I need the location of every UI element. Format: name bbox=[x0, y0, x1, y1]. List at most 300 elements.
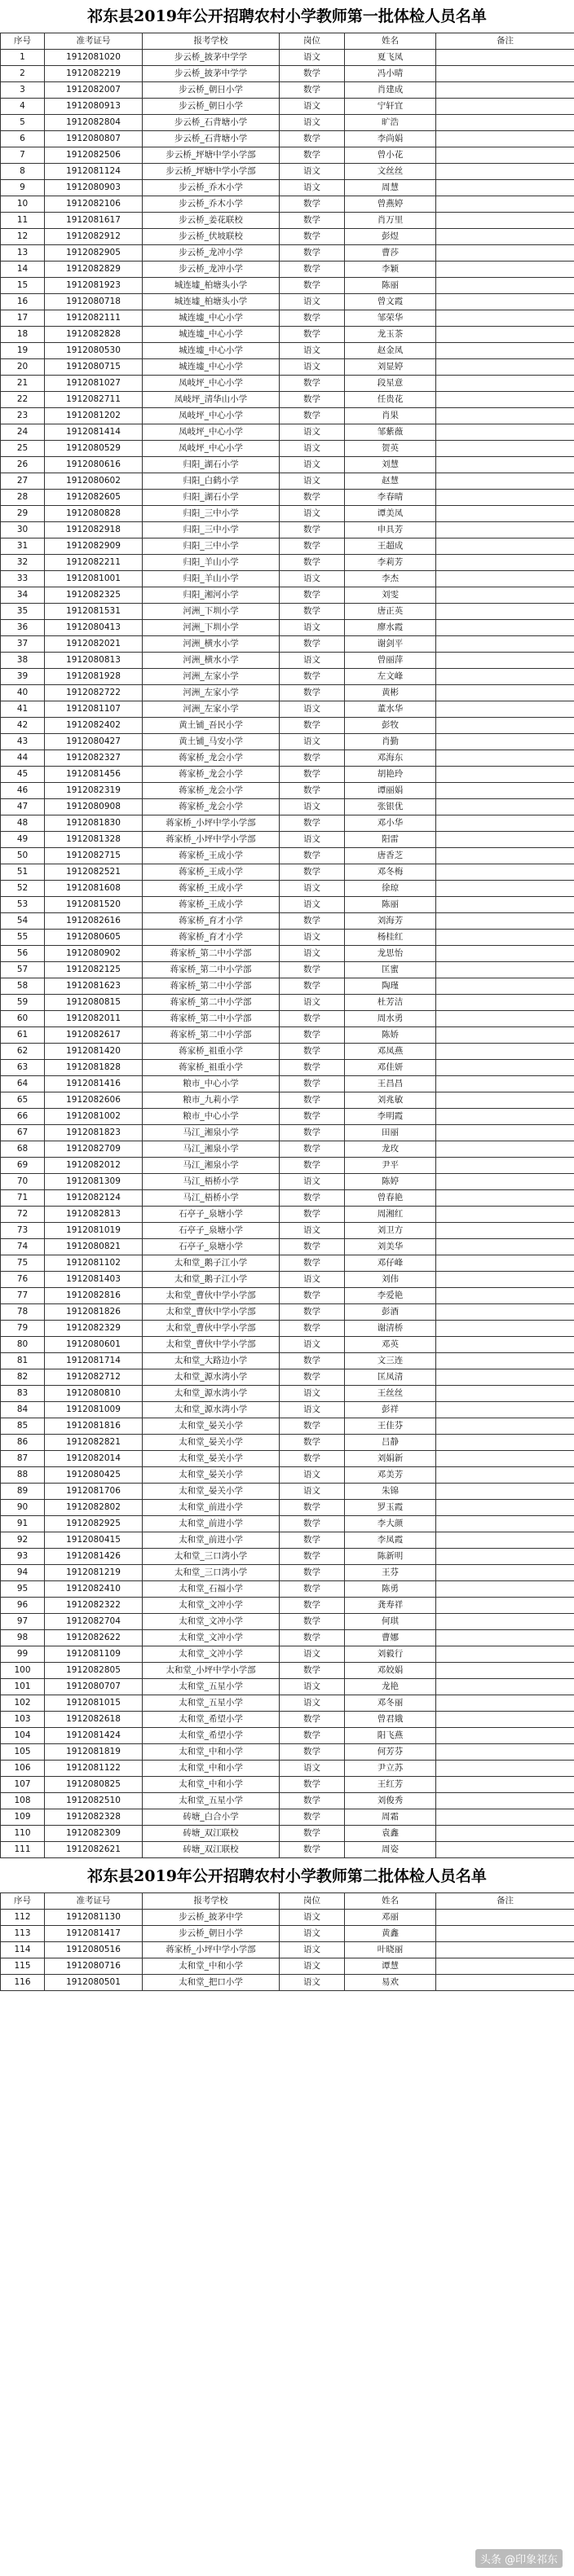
cell-seq: 55 bbox=[1, 930, 45, 946]
cell-seq: 111 bbox=[1, 1842, 45, 1858]
cell-ticket: 1912080807 bbox=[45, 131, 143, 147]
table-header-row bbox=[1, 1893, 574, 1910]
cell-remark bbox=[436, 359, 574, 376]
cell-name: 谢剑平 bbox=[345, 636, 436, 653]
table-row bbox=[1, 164, 574, 180]
table-row bbox=[1, 1207, 574, 1223]
cell-seq: 89 bbox=[1, 1484, 45, 1500]
cell-seq: 72 bbox=[1, 1207, 45, 1223]
cell-remark bbox=[436, 294, 574, 310]
header-seq: 序号 bbox=[1, 1893, 45, 1910]
cell-name: 赵慧 bbox=[345, 473, 436, 490]
cell-seq: 78 bbox=[1, 1304, 45, 1321]
cell-ticket: 1912080530 bbox=[45, 343, 143, 359]
cell-seq: 1 bbox=[1, 50, 45, 66]
cell-post: 语文 bbox=[280, 1386, 345, 1402]
header-ticket: 准考证号 bbox=[45, 1893, 143, 1910]
cell-name: 肖勤 bbox=[345, 734, 436, 750]
cell-name: 王丝丝 bbox=[345, 1386, 436, 1402]
cell-ticket: 1912081417 bbox=[45, 1926, 143, 1942]
table-row bbox=[1, 604, 574, 620]
cell-school: 蒋家桥_第二中小学部 bbox=[143, 1011, 280, 1027]
cell-school: 凤岐坪_中心小学 bbox=[143, 408, 280, 424]
cell-school: 太和堂_源水湾小学 bbox=[143, 1386, 280, 1402]
table-row bbox=[1, 441, 574, 457]
cell-seq: 4 bbox=[1, 99, 45, 115]
cell-remark bbox=[436, 1484, 574, 1500]
cell-remark bbox=[436, 1809, 574, 1826]
cell-seq: 114 bbox=[1, 1942, 45, 1958]
cell-school: 步云桥_披茅中学学 bbox=[143, 66, 280, 82]
cell-remark bbox=[436, 1500, 574, 1516]
cell-school: 太和堂_前进小学 bbox=[143, 1532, 280, 1549]
table-row bbox=[1, 294, 574, 310]
cell-post: 数学 bbox=[280, 1158, 345, 1174]
cell-seq: 39 bbox=[1, 669, 45, 685]
cell-school: 蒋家桥_第二中小学部 bbox=[143, 1027, 280, 1044]
cell-post: 数学 bbox=[280, 66, 345, 82]
cell-school: 蒋家桥_小坪中学小学部 bbox=[143, 832, 280, 848]
cell-name: 吕静 bbox=[345, 1435, 436, 1451]
cell-post: 数学 bbox=[280, 1141, 345, 1158]
cell-school: 归阳_三中小学 bbox=[143, 522, 280, 538]
cell-school: 蒋家桥_第二中小学部 bbox=[143, 995, 280, 1011]
table-row bbox=[1, 1125, 574, 1141]
cell-post: 数学 bbox=[280, 669, 345, 685]
cell-ticket: 1912081426 bbox=[45, 1549, 143, 1565]
cell-seq: 107 bbox=[1, 1777, 45, 1793]
cell-post: 数学 bbox=[280, 490, 345, 506]
cell-ticket: 1912082618 bbox=[45, 1712, 143, 1728]
cell-name: 邓冬梅 bbox=[345, 864, 436, 881]
cell-remark bbox=[436, 82, 574, 99]
table-row bbox=[1, 1679, 574, 1695]
cell-ticket: 1912080413 bbox=[45, 620, 143, 636]
cell-school: 太和堂_鹅子江小学 bbox=[143, 1255, 280, 1272]
table-row bbox=[1, 701, 574, 718]
cell-remark bbox=[436, 1207, 574, 1223]
cell-seq: 115 bbox=[1, 1958, 45, 1975]
cell-name: 邓姣娟 bbox=[345, 1663, 436, 1679]
cell-school: 城连墟_中心小学 bbox=[143, 310, 280, 327]
cell-remark bbox=[436, 376, 574, 392]
cell-seq: 106 bbox=[1, 1761, 45, 1777]
cell-ticket: 1912081122 bbox=[45, 1761, 143, 1777]
cell-remark bbox=[436, 1141, 574, 1158]
cell-school: 步云桥_朝日小学 bbox=[143, 99, 280, 115]
cell-school: 太和堂_晏关小学 bbox=[143, 1418, 280, 1435]
cell-remark bbox=[436, 913, 574, 930]
cell-school: 河洲_左家小学 bbox=[143, 669, 280, 685]
cell-remark bbox=[436, 408, 574, 424]
table-row bbox=[1, 767, 574, 783]
cell-remark bbox=[436, 1663, 574, 1679]
cell-school: 太和堂_前进小学 bbox=[143, 1500, 280, 1516]
cell-ticket: 1912081202 bbox=[45, 408, 143, 424]
cell-name: 黄彬 bbox=[345, 685, 436, 701]
cell-name: 曾文霞 bbox=[345, 294, 436, 310]
cell-seq: 54 bbox=[1, 913, 45, 930]
cell-remark bbox=[436, 1418, 574, 1435]
cell-name: 王佳芬 bbox=[345, 1418, 436, 1435]
cell-post: 语文 bbox=[280, 1910, 345, 1926]
cell-ticket: 1912082506 bbox=[45, 147, 143, 164]
cell-remark bbox=[436, 1581, 574, 1598]
cell-post: 数学 bbox=[280, 1549, 345, 1565]
cell-post: 数学 bbox=[280, 82, 345, 99]
cell-name: 廖水霞 bbox=[345, 620, 436, 636]
cell-seq: 71 bbox=[1, 1190, 45, 1207]
cell-name: 刘娟新 bbox=[345, 1451, 436, 1467]
table-row bbox=[1, 995, 574, 1011]
cell-remark bbox=[436, 229, 574, 245]
table-row bbox=[1, 1369, 574, 1386]
header-school: 报考学校 bbox=[143, 1893, 280, 1910]
cell-ticket: 1912082606 bbox=[45, 1092, 143, 1109]
cell-ticket: 1912081623 bbox=[45, 978, 143, 995]
cell-post: 语文 bbox=[280, 701, 345, 718]
cell-seq: 64 bbox=[1, 1076, 45, 1092]
cell-name: 李凤霞 bbox=[345, 1532, 436, 1549]
table-row bbox=[1, 1484, 574, 1500]
cell-name: 尹平 bbox=[345, 1158, 436, 1174]
cell-name: 刘兆敏 bbox=[345, 1092, 436, 1109]
cell-school: 步云桥_乔木小学 bbox=[143, 180, 280, 196]
cell-ticket: 1912081456 bbox=[45, 767, 143, 783]
cell-post: 数学 bbox=[280, 392, 345, 408]
cell-remark bbox=[436, 1272, 574, 1288]
cell-school: 马江_湘泉小学 bbox=[143, 1158, 280, 1174]
cell-remark bbox=[436, 620, 574, 636]
cell-seq: 45 bbox=[1, 767, 45, 783]
cell-post: 语文 bbox=[280, 1174, 345, 1190]
cell-name: 邓海东 bbox=[345, 750, 436, 767]
cell-remark bbox=[436, 1027, 574, 1044]
cell-school: 步云桥_朝日小学 bbox=[143, 82, 280, 99]
cell-name: 申具芳 bbox=[345, 522, 436, 538]
cell-ticket: 1912081420 bbox=[45, 1044, 143, 1060]
cell-ticket: 1912082328 bbox=[45, 1809, 143, 1826]
cell-remark bbox=[436, 734, 574, 750]
cell-school: 城连墟_中心小学 bbox=[143, 327, 280, 343]
table-row bbox=[1, 245, 574, 262]
cell-ticket: 1912082621 bbox=[45, 1842, 143, 1858]
cell-ticket: 1912081102 bbox=[45, 1255, 143, 1272]
cell-name: 谢清桥 bbox=[345, 1321, 436, 1337]
cell-seq: 63 bbox=[1, 1060, 45, 1076]
cell-post: 语文 bbox=[280, 1467, 345, 1484]
cell-post: 语文 bbox=[280, 343, 345, 359]
cell-remark bbox=[436, 310, 574, 327]
cell-name: 易欢 bbox=[345, 1975, 436, 1991]
cell-seq: 49 bbox=[1, 832, 45, 848]
table-row bbox=[1, 1158, 574, 1174]
cell-school: 蒋家桥_王成小学 bbox=[143, 864, 280, 881]
cell-seq: 18 bbox=[1, 327, 45, 343]
cell-post: 数学 bbox=[280, 1076, 345, 1092]
cell-name: 夏飞凤 bbox=[345, 50, 436, 66]
cell-name: 邹紫薇 bbox=[345, 424, 436, 441]
cell-ticket: 1912080516 bbox=[45, 1942, 143, 1958]
cell-ticket: 1912081002 bbox=[45, 1109, 143, 1125]
cell-post: 数学 bbox=[280, 1190, 345, 1207]
cell-post: 语文 bbox=[280, 1272, 345, 1288]
cell-name: 邓小华 bbox=[345, 815, 436, 832]
cell-post: 语文 bbox=[280, 457, 345, 473]
cell-ticket: 1912082804 bbox=[45, 115, 143, 131]
cell-remark bbox=[436, 930, 574, 946]
table-row bbox=[1, 538, 574, 555]
cell-remark bbox=[436, 848, 574, 864]
table-row bbox=[1, 799, 574, 815]
cell-name: 周霜 bbox=[345, 1809, 436, 1826]
table-row bbox=[1, 669, 574, 685]
cell-seq: 59 bbox=[1, 995, 45, 1011]
cell-ticket: 1912082402 bbox=[45, 718, 143, 734]
cell-name: 王芬 bbox=[345, 1565, 436, 1581]
table-row bbox=[1, 848, 574, 864]
table-row bbox=[1, 131, 574, 147]
cell-name: 彭牧 bbox=[345, 718, 436, 734]
cell-seq: 19 bbox=[1, 343, 45, 359]
cell-post: 语文 bbox=[280, 1223, 345, 1239]
cell-remark bbox=[436, 1614, 574, 1630]
cell-school: 蒋家桥_祖重小学 bbox=[143, 1044, 280, 1060]
cell-school: 步云桥_坪塘中学小学部 bbox=[143, 147, 280, 164]
table-row bbox=[1, 913, 574, 930]
cell-name: 曹莎 bbox=[345, 245, 436, 262]
cell-school: 太和堂_小坪中学小学部 bbox=[143, 1663, 280, 1679]
cell-post: 语文 bbox=[280, 1958, 345, 1975]
table-row bbox=[1, 1255, 574, 1272]
cell-ticket: 1912081019 bbox=[45, 1223, 143, 1239]
cell-seq: 24 bbox=[1, 424, 45, 441]
table-row bbox=[1, 1272, 574, 1288]
cell-seq: 41 bbox=[1, 701, 45, 718]
cell-school: 太和堂_曹伙中学小学部 bbox=[143, 1337, 280, 1353]
cell-school: 太和堂_源水湾小学 bbox=[143, 1402, 280, 1418]
cell-post: 语文 bbox=[280, 734, 345, 750]
table-row bbox=[1, 1451, 574, 1467]
cell-post: 语文 bbox=[280, 473, 345, 490]
cell-ticket: 1912082828 bbox=[45, 327, 143, 343]
table-row bbox=[1, 1044, 574, 1060]
cell-seq: 2 bbox=[1, 66, 45, 82]
cell-seq: 25 bbox=[1, 441, 45, 457]
table-row bbox=[1, 1549, 574, 1565]
cell-post: 数学 bbox=[280, 1369, 345, 1386]
table-row bbox=[1, 1435, 574, 1451]
cell-seq: 28 bbox=[1, 490, 45, 506]
cell-ticket: 1912081130 bbox=[45, 1910, 143, 1926]
cell-name: 陈婷 bbox=[345, 1174, 436, 1190]
cell-seq: 93 bbox=[1, 1549, 45, 1565]
cell-remark bbox=[436, 1369, 574, 1386]
cell-ticket: 1912080501 bbox=[45, 1975, 143, 1991]
cell-seq: 76 bbox=[1, 1272, 45, 1288]
cell-post: 数学 bbox=[280, 327, 345, 343]
cell-seq: 96 bbox=[1, 1598, 45, 1614]
cell-remark bbox=[436, 946, 574, 962]
cell-post: 语文 bbox=[280, 506, 345, 522]
cell-ticket: 1912081531 bbox=[45, 604, 143, 620]
table-row bbox=[1, 864, 574, 881]
cell-school: 城连墟_柏塘头小学 bbox=[143, 294, 280, 310]
table-row bbox=[1, 1386, 574, 1402]
cell-post: 数学 bbox=[280, 685, 345, 701]
cell-school: 太和堂_中和小学 bbox=[143, 1777, 280, 1793]
cell-remark bbox=[436, 1076, 574, 1092]
cell-name: 曾春艳 bbox=[345, 1190, 436, 1207]
cell-post: 数学 bbox=[280, 913, 345, 930]
cell-seq: 83 bbox=[1, 1386, 45, 1402]
cell-school: 太和堂_三口湾小学 bbox=[143, 1549, 280, 1565]
cell-school: 步云桥_披茅中学学 bbox=[143, 50, 280, 66]
table-row bbox=[1, 1467, 574, 1484]
cell-ticket: 1912081819 bbox=[45, 1744, 143, 1761]
cell-seq: 14 bbox=[1, 262, 45, 278]
cell-name: 陶瑾 bbox=[345, 978, 436, 995]
cell-ticket: 1912082327 bbox=[45, 750, 143, 767]
cell-remark bbox=[436, 1304, 574, 1321]
cell-seq: 79 bbox=[1, 1321, 45, 1337]
cell-seq: 101 bbox=[1, 1679, 45, 1695]
cell-remark bbox=[436, 783, 574, 799]
cell-school: 太和堂_五星小学 bbox=[143, 1695, 280, 1712]
cell-school: 归阳_羊山小学 bbox=[143, 571, 280, 587]
table-row bbox=[1, 1842, 574, 1858]
cell-school: 城连墟_中心小学 bbox=[143, 343, 280, 359]
cell-name: 李尚娟 bbox=[345, 131, 436, 147]
cell-school: 黄土铺_吾民小学 bbox=[143, 718, 280, 734]
cell-ticket: 1912081416 bbox=[45, 1076, 143, 1092]
cell-remark bbox=[436, 1598, 574, 1614]
table-row bbox=[1, 310, 574, 327]
cell-name: 肖万里 bbox=[345, 213, 436, 229]
cell-ticket: 1912080427 bbox=[45, 734, 143, 750]
cell-post: 数学 bbox=[280, 1744, 345, 1761]
table-row bbox=[1, 1190, 574, 1207]
table-row bbox=[1, 1712, 574, 1728]
cell-post: 数学 bbox=[280, 1614, 345, 1630]
cell-name: 周慧 bbox=[345, 180, 436, 196]
cell-post: 数学 bbox=[280, 1239, 345, 1255]
cell-remark bbox=[436, 1288, 574, 1304]
cell-post: 语文 bbox=[280, 1761, 345, 1777]
cell-remark bbox=[436, 669, 574, 685]
cell-remark bbox=[436, 1744, 574, 1761]
cell-ticket: 1912082909 bbox=[45, 538, 143, 555]
cell-name: 邓丽 bbox=[345, 1910, 436, 1926]
cell-ticket: 1912082616 bbox=[45, 913, 143, 930]
cell-name: 龚寿祥 bbox=[345, 1598, 436, 1614]
cell-name: 文丝丝 bbox=[345, 164, 436, 180]
cell-remark bbox=[436, 1695, 574, 1712]
cell-school: 蒋家桥_龙会小学 bbox=[143, 799, 280, 815]
cell-name: 唐香芝 bbox=[345, 848, 436, 864]
cell-ticket: 1912082329 bbox=[45, 1321, 143, 1337]
cell-remark bbox=[436, 1516, 574, 1532]
cell-seq: 5 bbox=[1, 115, 45, 131]
cell-ticket: 1912081109 bbox=[45, 1646, 143, 1663]
table-row bbox=[1, 1076, 574, 1092]
cell-post: 语文 bbox=[280, 294, 345, 310]
cell-seq: 47 bbox=[1, 799, 45, 815]
table-row bbox=[1, 1663, 574, 1679]
cell-school: 马江_梧桥小学 bbox=[143, 1174, 280, 1190]
table-batch-1 bbox=[0, 33, 574, 1858]
table-row bbox=[1, 359, 574, 376]
cell-post: 语文 bbox=[280, 441, 345, 457]
table-row bbox=[1, 1532, 574, 1549]
cell-remark bbox=[436, 327, 574, 343]
cell-name: 李春晴 bbox=[345, 490, 436, 506]
cell-school: 砖塘_白合小学 bbox=[143, 1809, 280, 1826]
table-row bbox=[1, 147, 574, 164]
cell-ticket: 1912080716 bbox=[45, 1958, 143, 1975]
cell-post: 数学 bbox=[280, 1809, 345, 1826]
table-row bbox=[1, 1418, 574, 1435]
cell-seq: 86 bbox=[1, 1435, 45, 1451]
table-row bbox=[1, 718, 574, 734]
cell-ticket: 1912082704 bbox=[45, 1614, 143, 1630]
cell-remark bbox=[436, 750, 574, 767]
cell-name: 刘伟 bbox=[345, 1272, 436, 1288]
cell-ticket: 1912081424 bbox=[45, 1728, 143, 1744]
cell-remark bbox=[436, 815, 574, 832]
cell-post: 数学 bbox=[280, 262, 345, 278]
table-row bbox=[1, 473, 574, 490]
cell-school: 步云桥_龙冲小学 bbox=[143, 262, 280, 278]
cell-seq: 7 bbox=[1, 147, 45, 164]
cell-name: 陈丽 bbox=[345, 897, 436, 913]
cell-seq: 80 bbox=[1, 1337, 45, 1353]
cell-school: 步云桥_龙冲小学 bbox=[143, 245, 280, 262]
cell-ticket: 1912081923 bbox=[45, 278, 143, 294]
cell-seq: 113 bbox=[1, 1926, 45, 1942]
table-row bbox=[1, 653, 574, 669]
cell-seq: 100 bbox=[1, 1663, 45, 1679]
cell-ticket: 1912082715 bbox=[45, 848, 143, 864]
cell-name: 冯小晴 bbox=[345, 66, 436, 82]
cell-name: 袁鑫 bbox=[345, 1826, 436, 1842]
cell-name: 肖建成 bbox=[345, 82, 436, 99]
cell-post: 数学 bbox=[280, 1060, 345, 1076]
cell-name: 唐正英 bbox=[345, 604, 436, 620]
table-row bbox=[1, 392, 574, 408]
cell-remark bbox=[436, 1630, 574, 1646]
cell-school: 马江_湘泉小学 bbox=[143, 1125, 280, 1141]
cell-name: 段星意 bbox=[345, 376, 436, 392]
cell-school: 蒋家桥_龙会小学 bbox=[143, 750, 280, 767]
cell-post: 数学 bbox=[280, 1288, 345, 1304]
cell-seq: 29 bbox=[1, 506, 45, 522]
table-row bbox=[1, 881, 574, 897]
cell-remark bbox=[436, 1777, 574, 1793]
cell-name: 宁轩宜 bbox=[345, 99, 436, 115]
cell-name: 黄鑫 bbox=[345, 1926, 436, 1942]
cell-post: 数学 bbox=[280, 147, 345, 164]
cell-seq: 3 bbox=[1, 82, 45, 99]
cell-seq: 26 bbox=[1, 457, 45, 473]
cell-ticket: 1912081027 bbox=[45, 376, 143, 392]
cell-remark bbox=[436, 881, 574, 897]
cell-post: 数学 bbox=[280, 1826, 345, 1842]
cell-school: 蒋家桥_王成小学 bbox=[143, 897, 280, 913]
cell-name: 陈新明 bbox=[345, 1549, 436, 1565]
cell-ticket: 1912080425 bbox=[45, 1467, 143, 1484]
table-row bbox=[1, 506, 574, 522]
